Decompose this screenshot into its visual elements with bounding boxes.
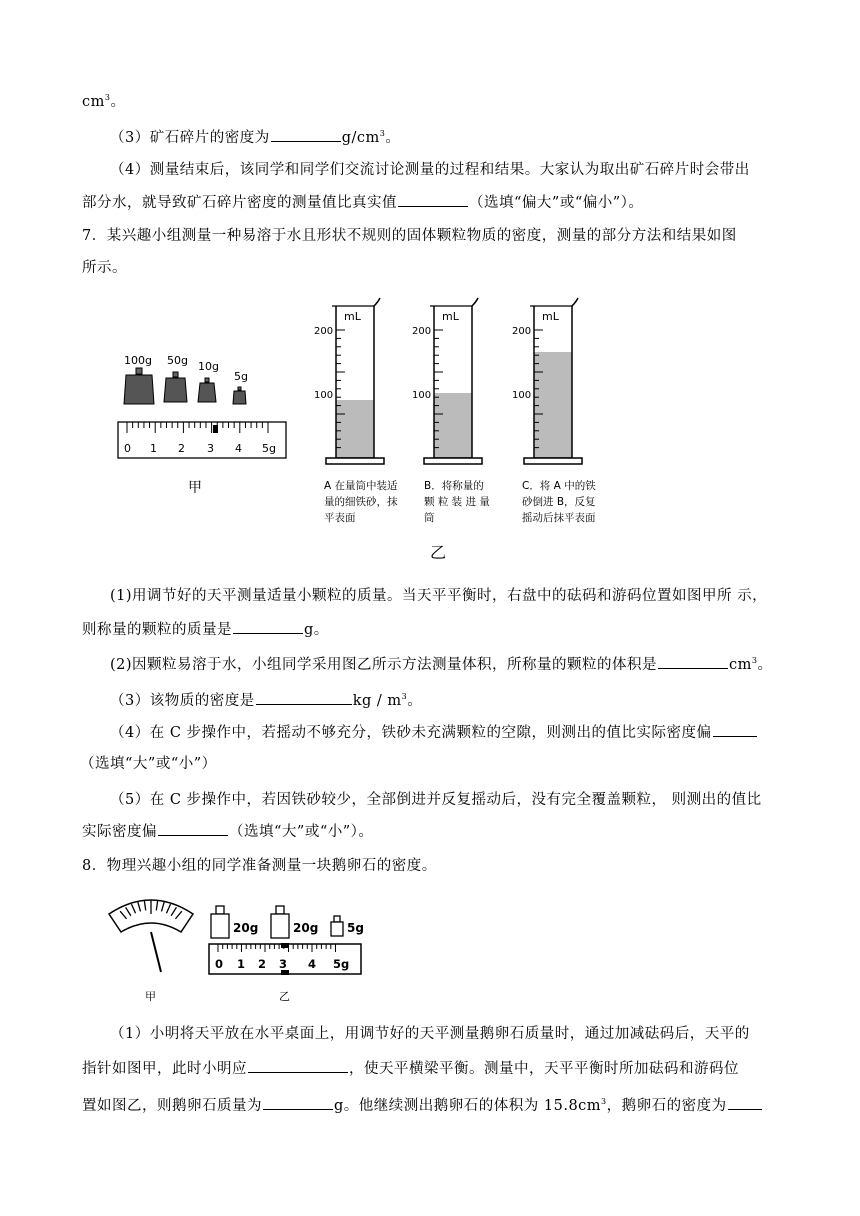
weight-label: 20g xyxy=(233,921,259,935)
scale-label: 200 xyxy=(512,326,532,337)
ruler-tick-label: 1 xyxy=(150,442,157,455)
q7-4-line-a: （4）在 C 步操作中，若摇动不够充分，铁砂未充满颗粒的空隙，则测出的值比实际密度偏 xyxy=(110,722,758,743)
scale-label: 200 xyxy=(412,326,432,337)
q7-stem-a: 7．某兴趣小组测量一种易溶于水且形状不规则的固体颗粒物质的密度，测量的部分方法和结果如图 xyxy=(82,228,737,244)
weight-label: 10g xyxy=(198,360,219,373)
answer-blank[interactable] xyxy=(658,654,728,669)
weights-group xyxy=(124,354,248,404)
answer-blank[interactable] xyxy=(728,1095,762,1110)
label-yi: 乙 xyxy=(430,543,447,562)
fill-level xyxy=(336,400,374,458)
ruler-tick-label: 1 xyxy=(237,957,246,971)
q8-1-line-c: 置如图乙，则鹅卵石质量为 g。他继续测出鹅卵石的体积为 $15.8cm^3$，鹅卵石的密度为 xyxy=(82,1092,763,1116)
scale-label: 100 xyxy=(512,390,532,401)
ruler-tick-label: 3 xyxy=(279,957,288,971)
fill-level xyxy=(434,393,472,458)
svg-text:筒: 筒 xyxy=(424,512,435,524)
label-jia: 甲 xyxy=(145,990,156,1003)
svg-text:量的细铁砂，抹: 量的细铁砂，抹 xyxy=(324,496,398,508)
weight-label: 100g xyxy=(124,354,152,367)
label-yi: 乙 xyxy=(279,990,290,1003)
scale-label: 100 xyxy=(314,390,334,401)
rider-ruler xyxy=(209,943,361,975)
caption-c xyxy=(522,479,596,524)
q6-4-line-b: 部分水，就导致矿石碎片密度的测量值比真实值 （选填“偏大”或“偏小”）。 xyxy=(82,192,643,213)
q7-4-line-b: （选填“大”或“小”） xyxy=(80,756,217,772)
ruler-tick-label: 2 xyxy=(258,957,267,971)
answer-blank[interactable] xyxy=(398,192,468,207)
q6-4-line-a: （4）测量结束后，该同学和同学们交流讨论测量的过程和结果。大家认为取出矿石碎片时会带出 xyxy=(110,162,750,178)
scale-label: 100 xyxy=(412,390,432,401)
q8-1-line-a: （1）小明将天平放在水平桌面上，用调节好的天平测量鹅卵石质量时，通过加减砝码后，天平的 xyxy=(110,1026,750,1042)
q8-1-line-b: 指针如图甲，此时小明应 ，使天平横梁平衡。测量中，天平平衡时所加砝码和游码位 xyxy=(82,1058,739,1079)
svg-text:C．将 A 中的铁: C．将 A 中的铁 xyxy=(522,480,596,492)
weight-label: 5g xyxy=(234,370,248,383)
q7-5-line-b: 实际密度偏 （选填“大”或“小”）。 xyxy=(82,821,373,842)
answer-blank[interactable] xyxy=(256,690,352,705)
fill-level xyxy=(534,352,572,458)
ruler-tick-label: 0 xyxy=(124,442,131,455)
caption-b xyxy=(424,479,490,524)
q7-2-line: (2)因颗粒易溶于水，小组同学采用图乙所示方法测量体积，所称量的颗粒的体积是 $cm^3$。 xyxy=(110,656,773,673)
graduated-cylinder xyxy=(314,298,384,464)
line-cm-tail: $cm^3$。 xyxy=(82,93,126,110)
q7-1-line-b: 则称量的颗粒的质量是 g。 xyxy=(82,619,329,640)
q7-stem-b: 所示。 xyxy=(82,260,127,276)
svg-text:颗 粒 装 进 量: 颗 粒 装 进 量 xyxy=(424,496,490,508)
weight-label: 50g xyxy=(167,354,188,367)
ruler-tick-label: 2 xyxy=(178,442,185,455)
ruler-tick-label: 4 xyxy=(308,957,317,971)
rider xyxy=(213,425,218,433)
ruler-tick-label: 4 xyxy=(235,442,242,455)
ruler-tick-label: 3 xyxy=(207,442,214,455)
answer-blank[interactable] xyxy=(248,1058,348,1073)
graduated-cylinder xyxy=(512,298,582,464)
q6-3-line: （3）矿石碎片的密度为 $g/cm^3$。 xyxy=(110,129,401,146)
ruler-tick-label: 5g xyxy=(262,442,276,455)
scale-label: 200 xyxy=(314,326,334,337)
pointer-needle xyxy=(151,932,161,972)
answer-blank[interactable] xyxy=(158,821,228,836)
caption-a xyxy=(324,479,398,524)
answer-blank[interactable] xyxy=(271,127,341,142)
q7-3-line: （3）该物质的密度是 kg / $m^3$。 xyxy=(110,692,423,709)
answer-blank[interactable] xyxy=(713,722,757,737)
ruler-tick-label: 5g xyxy=(333,957,350,971)
graduated-cylinder xyxy=(412,298,482,464)
svg-text:砂倒进 B，反复: 砂倒进 B，反复 xyxy=(522,496,596,508)
label-jia: 甲 xyxy=(188,480,202,496)
q7-1-line-a: (1)用调节好的天平测量适量小颗粒的质量。当天平平衡时，右盘中的砝码和游码位置如图甲所 示， xyxy=(110,588,768,604)
q7-5-line-a: （5）在 C 步操作中，若因铁砂较少，全部倒进并反复摇动后，没有完全覆盖颗粒， 则测出的值比 xyxy=(110,792,762,808)
weights-group xyxy=(211,906,364,938)
answer-blank[interactable] xyxy=(263,1095,333,1110)
unit-label: mL xyxy=(442,310,459,323)
figure-7 xyxy=(110,292,630,564)
svg-text:摇动后抹平表面: 摇动后抹平表面 xyxy=(522,512,596,524)
rider-ruler xyxy=(118,422,286,458)
answer-blank[interactable] xyxy=(233,619,303,634)
q8-stem: 8．物理兴趣小组的同学准备测量一块鹅卵石的密度。 xyxy=(82,858,437,874)
unit-label: mL xyxy=(542,310,559,323)
svg-text:平表面: 平表面 xyxy=(324,512,356,524)
weight-label: 20g xyxy=(293,921,319,935)
unit-label: mL xyxy=(344,310,361,323)
svg-text:B．将称量的: B．将称量的 xyxy=(424,480,484,492)
weight-label: 5g xyxy=(347,921,364,935)
ruler-tick-label: 0 xyxy=(215,957,224,971)
svg-text:A 在量筒中装适: A 在量筒中装适 xyxy=(324,480,398,492)
balance-pointer-dial xyxy=(109,900,193,972)
figure-8 xyxy=(105,892,385,1004)
